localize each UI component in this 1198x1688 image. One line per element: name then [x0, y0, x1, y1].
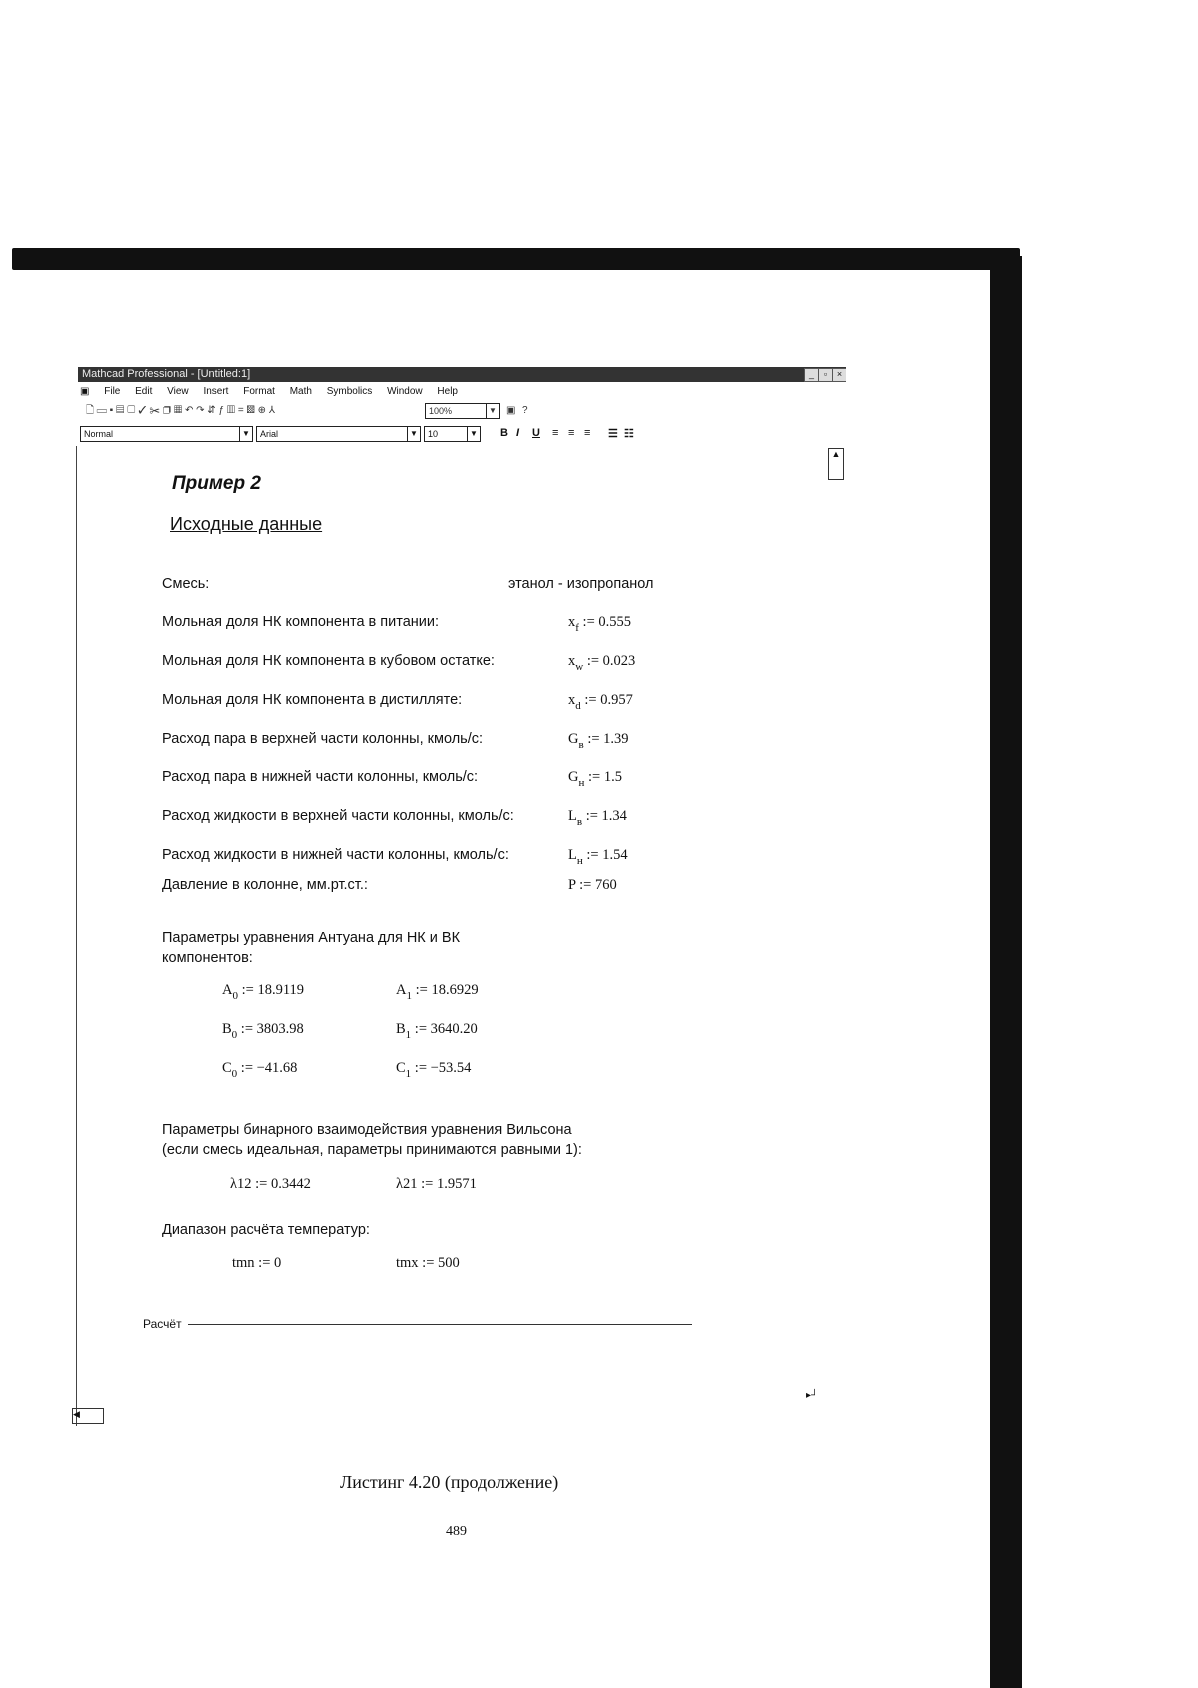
- chevron-down-icon: ▼: [467, 427, 480, 441]
- insert-function-icon[interactable]: ƒ: [218, 405, 225, 416]
- scroll-left-icon[interactable]: ◀: [72, 1408, 104, 1424]
- window-title: Mathcad Professional - [Untitled:1]: [82, 368, 251, 380]
- underline-button[interactable]: U: [532, 427, 540, 439]
- paste-icon[interactable]: ▦: [173, 405, 183, 416]
- scroll-up-icon[interactable]: ▲: [828, 448, 844, 480]
- menu-file[interactable]: File: [104, 386, 121, 397]
- insert-graph-icon[interactable]: ▩: [246, 405, 255, 416]
- antoine-param[interactable]: $A_1$ := 18.6929: [396, 982, 479, 1002]
- window-titlebar: [78, 367, 846, 382]
- antoine-param[interactable]: $C_1$ := −53.54: [396, 1060, 472, 1080]
- wilson-heading: (если смесь идеальная, параметры принимаются равными 1):: [162, 1142, 582, 1158]
- menu-bar: [80, 384, 846, 400]
- menu-window[interactable]: Window: [387, 386, 423, 397]
- scan-right-border: [990, 256, 1022, 1688]
- minimize-button[interactable]: _: [804, 368, 819, 382]
- param-expr[interactable]: $L_н$ := 1.54: [568, 847, 628, 867]
- temp-range-heading: Диапазон расчёта температур:: [162, 1222, 370, 1238]
- standard-toolbar: [86, 403, 846, 419]
- mixture-label: Смесь:: [162, 576, 210, 592]
- close-button[interactable]: ×: [832, 368, 846, 382]
- spell-check-icon[interactable]: ✓: [138, 405, 147, 416]
- param-expr[interactable]: $G_в$ := 1.39: [568, 731, 629, 751]
- print-icon[interactable]: ▤: [115, 405, 125, 416]
- param-label: Расход пара в верхней части колонны, кмоль/с:: [162, 731, 484, 747]
- param-expr[interactable]: $x_w$ := 0.023: [568, 653, 636, 673]
- wilson-lambda21[interactable]: λ21 := 1.9571: [396, 1176, 477, 1192]
- maximize-button[interactable]: ▫: [818, 368, 833, 382]
- preview-icon[interactable]: ▢: [127, 405, 136, 416]
- component-icon[interactable]: ⊕: [257, 405, 267, 416]
- calc-region-rule[interactable]: [188, 1324, 692, 1325]
- param-expr[interactable]: $L_в$ := 1.34: [568, 808, 627, 828]
- antoine-param[interactable]: $B_0$ := 3803.98: [222, 1021, 304, 1041]
- bold-button[interactable]: B: [500, 427, 508, 439]
- style-select[interactable]: Normal ▼: [80, 426, 253, 442]
- worksheet-subtitle: Исходные данные: [170, 514, 323, 534]
- param-label: Расход пара в нижней части колонны, кмоль/с:: [162, 769, 479, 785]
- font-select[interactable]: Arial ▼: [256, 426, 421, 442]
- param-label: Расход жидкости в верхней части колонны, кмоль/с:: [162, 808, 514, 824]
- mixture-value: этанол - изопропанол: [508, 576, 654, 592]
- new-file-icon[interactable]: 🗋: [86, 405, 95, 416]
- document-icon[interactable]: ▣: [80, 386, 90, 397]
- align-icon[interactable]: ⇵: [207, 405, 216, 416]
- worksheet-title: Пример 2: [172, 473, 261, 494]
- copy-icon[interactable]: ❐: [162, 405, 172, 416]
- param-label: Мольная доля НК компонента в дистилляте:: [162, 692, 463, 708]
- param-expr[interactable]: P := 760: [568, 877, 617, 893]
- param-label: Расход жидкости в нижней части колонны, кмоль/с:: [162, 847, 509, 863]
- menu-symbolics[interactable]: Symbolics: [326, 386, 373, 397]
- menu-format[interactable]: Format: [243, 386, 275, 397]
- antoine-param[interactable]: $B_1$ := 3640.20: [396, 1021, 478, 1041]
- menu-view[interactable]: View: [167, 386, 189, 397]
- scan-top-border: [12, 248, 1020, 270]
- redo-icon[interactable]: ↷: [196, 405, 205, 416]
- antoine-heading: компонентов:: [162, 950, 253, 966]
- param-expr[interactable]: $G_н$ := 1.5: [568, 769, 622, 789]
- resources-icon[interactable]: ⅄: [268, 405, 275, 416]
- param-expr[interactable]: $x_f$ := 0.555: [568, 614, 632, 634]
- align-center-icon[interactable]: ≡: [568, 427, 575, 439]
- menu-edit[interactable]: Edit: [135, 386, 153, 397]
- tmn-definition[interactable]: tmn := 0: [232, 1255, 282, 1271]
- page-corner-marker-icon: ▸┘: [806, 1390, 819, 1401]
- wilson-lambda12[interactable]: λ12 := 0.3442: [230, 1176, 311, 1192]
- italic-button[interactable]: I: [516, 427, 520, 439]
- wilson-heading: Параметры бинарного взаимодействия уравнения Вильсона: [162, 1122, 572, 1138]
- align-left-icon[interactable]: ≡: [552, 427, 559, 439]
- menu-help[interactable]: Help: [437, 386, 458, 397]
- zoom-select[interactable]: 100% ▼: [425, 403, 500, 419]
- tmx-definition[interactable]: tmx := 500: [396, 1255, 460, 1271]
- align-right-icon[interactable]: ≡: [584, 427, 591, 439]
- undo-icon[interactable]: ↶: [184, 405, 194, 416]
- font-size-select[interactable]: 10 ▼: [424, 426, 481, 442]
- param-label: Мольная доля НК компонента в питании:: [162, 614, 440, 630]
- menu-insert[interactable]: Insert: [203, 386, 229, 397]
- chevron-down-icon: ▼: [239, 427, 252, 441]
- param-expr[interactable]: $x_d$ := 0.957: [568, 692, 633, 712]
- bullets-icon[interactable]: ☰: [608, 428, 618, 440]
- chevron-down-icon: ▼: [486, 404, 499, 418]
- antoine-heading: Параметры уравнения Антуана для НК и ВК: [162, 930, 461, 946]
- param-label: Мольная доля НК компонента в кубовом остатке:: [162, 653, 495, 669]
- calculate-icon[interactable]: =: [237, 405, 244, 416]
- open-folder-icon[interactable]: ▭: [96, 405, 107, 416]
- insert-unit-icon[interactable]: ▥: [226, 405, 236, 416]
- antoine-param[interactable]: $A_0$ := 18.9119: [222, 982, 305, 1002]
- menu-math[interactable]: Math: [289, 386, 312, 397]
- save-icon[interactable]: ▪: [109, 405, 114, 416]
- page-number: 489: [446, 1524, 467, 1539]
- param-label: Давление в колонне, мм.рт.ст.:: [162, 877, 368, 893]
- help-pointer-icon[interactable]: ?: [522, 405, 528, 416]
- resource-center-icon[interactable]: ▣: [506, 405, 516, 416]
- antoine-param[interactable]: $C_0$ := −41.68: [222, 1060, 298, 1080]
- cut-icon[interactable]: ✂: [149, 405, 160, 416]
- numbering-icon[interactable]: ☷: [624, 428, 634, 440]
- chevron-down-icon: ▼: [407, 427, 420, 441]
- formatting-toolbar: [80, 426, 846, 444]
- calc-region-label: Расчёт: [143, 1317, 182, 1331]
- listing-caption: Листинг 4.20 (продолжение): [340, 1472, 559, 1492]
